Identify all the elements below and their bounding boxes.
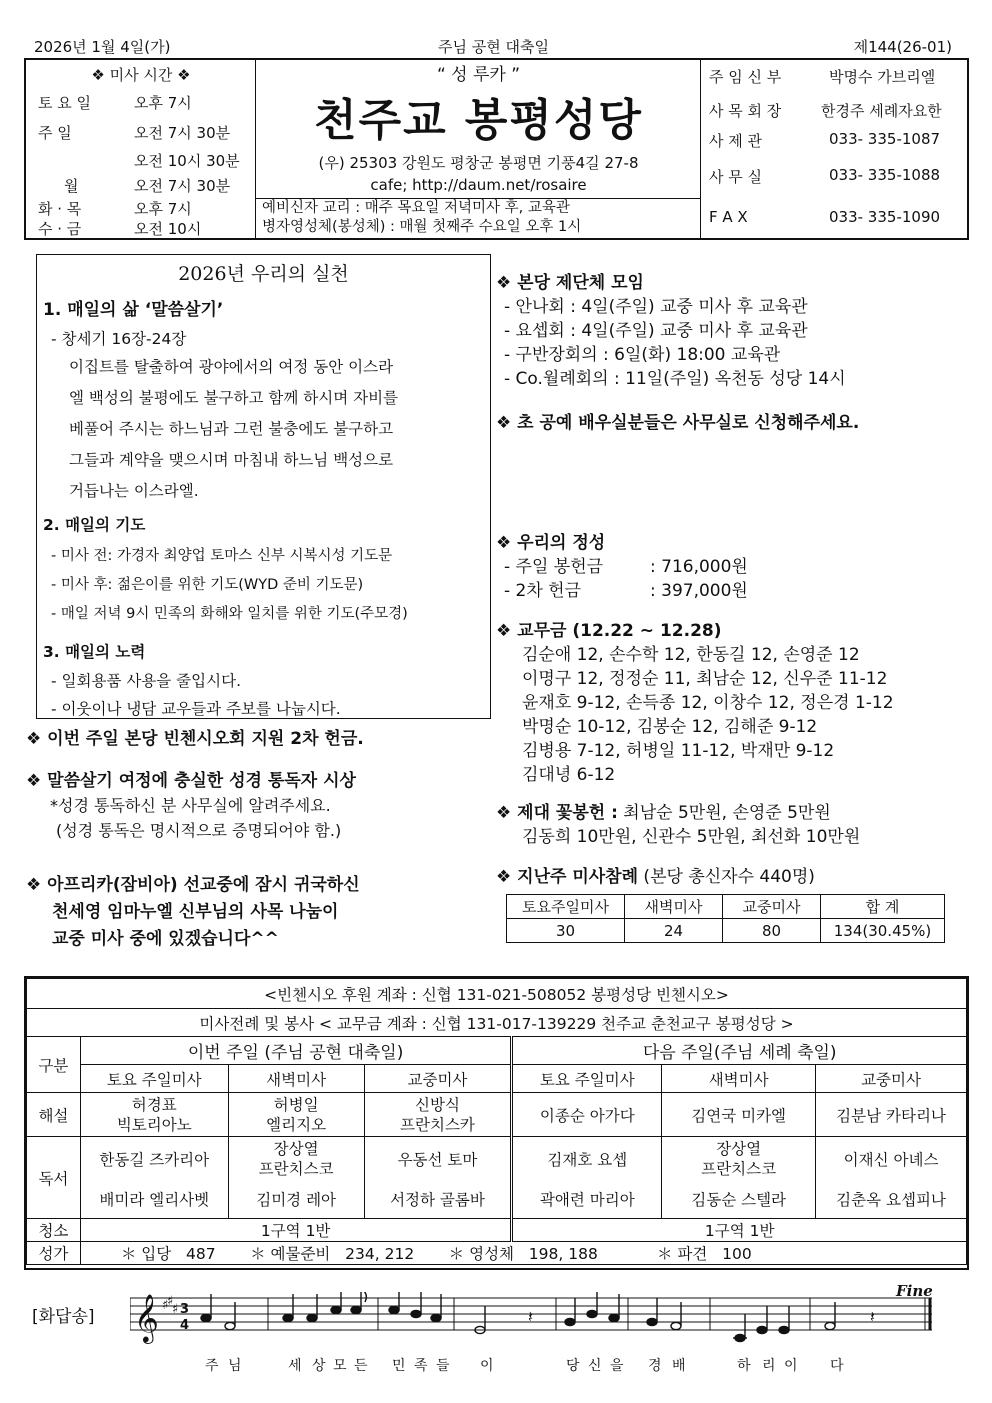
mass-header: 토요 주일미사 — [80, 1065, 228, 1093]
bulletin-date: 2026년 1월 4일(가) — [34, 38, 171, 56]
dues-line: 박명순 10-12, 김봉순 12, 김해준 9-12 — [522, 717, 818, 737]
lyric-syllable: 든 — [354, 1358, 368, 1374]
mass-header: 교중미사 — [364, 1065, 512, 1093]
flowers-offering: ❖ 제대 꽃봉헌 : 최남순 5만원, 손영준 5만원 — [496, 803, 831, 823]
reader-cell: 배미라 엘리사벳 — [80, 1181, 228, 1219]
lyric-syllable: 주 — [205, 1358, 219, 1374]
lyric-syllable: 상 — [312, 1358, 326, 1374]
parish-title: 천주교 봉평성당 — [314, 95, 643, 146]
lyric-syllable: 들 — [436, 1358, 450, 1374]
this-week-header: 이번 주일 (주님 공현 대축일) — [80, 1037, 512, 1065]
lyric-syllable: 족 — [414, 1358, 428, 1374]
svg-text:𝄽: 𝄽 — [870, 1307, 875, 1326]
dues-title: ❖ 교무금 (12.22 ~ 12.28) — [496, 621, 722, 641]
lyric-syllable: 을 — [610, 1358, 624, 1374]
treble-clef-icon: 𝄞 — [134, 1293, 159, 1342]
lyric-syllable: 이 — [784, 1358, 798, 1374]
mass-header: 토요 주일미사 — [512, 1065, 662, 1093]
liturgy-table — [26, 978, 967, 1265]
offering-value: : 716,000원 — [650, 557, 748, 577]
svg-text:𝄽: 𝄽 — [528, 1307, 533, 1326]
notice-bible-note: *성경 통독하신 분 사무실에 알려주세요. — [50, 796, 331, 815]
mass-row: 토 요 일 오후 7시 — [38, 94, 192, 112]
cafe-link[interactable]: cafe; http://daum.net/rosaire — [370, 176, 587, 194]
dues-line: 윤재호 9-12, 손득종 12, 이창수 12, 정은경 1-12 — [522, 693, 894, 713]
lyric-syllable: 민 — [392, 1358, 406, 1374]
practice-text: 엘 백성의 불평에도 불구하고 함께 하시며 자비를 — [69, 389, 399, 407]
header-box: ❖ 미사 시간 ❖ 토 요 일 오후 7시 주 일 오전 7시 30분 오전 10시 30분 월 오전 7시 30분 화 · 목 오후 7시 수 · 금 오전 10시 “ 성 루카 ” 천주교 봉평성당 (우) 25303 강원도 평창군 봉평면 기풍4길 27-8 cafe; http://daum.net/rosaire 예비신자 교리 : 매주 목요일 저녁미사 후, 교육관 병자영성체(봉성체) : 매월 첫째주 수요일 오후 1시 주 임 신 부 박명수 가브리엘 사 목 회 장 한경주 세례자요한 사 제 관 033- 335-1087 사 무 실 033- 335-1088 F A X 033- 335-1090 — [24, 58, 969, 240]
prayer-item: - 매일 저녁 9시 민족의 화해와 일치를 위한 기도(주모경) — [51, 606, 408, 622]
mass-times-title: ❖ 미사 시간 ❖ — [91, 66, 191, 84]
reader-cell: 이재신 아녜스 — [816, 1137, 967, 1181]
sick-communion: 병자영성체(봉성체) : 매월 첫째주 수요일 오후 1시 — [262, 219, 582, 235]
reader-cell: 장상열 프란치스코 — [228, 1137, 364, 1181]
practice-ref: - 창세기 16장-24장 — [51, 330, 187, 348]
catechumen-class: 예비신자 교리 : 매주 목요일 저녁미사 후, 교육관 — [262, 200, 570, 216]
practice-section-1: 1. 매일의 삶 ‘말씀살기’ — [43, 300, 224, 320]
header-top-line — [30, 36, 960, 58]
lyric-syllable: 이 — [480, 1358, 494, 1374]
vincent-account: <빈첸시오 후원 계좌 : 신협 131-021-508052 봉평성당 빈첸시오> — [27, 979, 967, 1009]
svg-text:4: 4 — [180, 1318, 190, 1333]
lyric-syllable: 하 — [737, 1358, 751, 1374]
reader-cell: 김춘옥 요셉피나 — [816, 1181, 967, 1219]
commentary-cell: 신방식 프란치스카 — [364, 1093, 512, 1137]
attendance-value: 24 — [625, 919, 723, 943]
mass-header: 새벽미사 — [662, 1065, 816, 1093]
practice-text: 베풀어 주시는 하느님과 그런 불충에도 불구하고 — [69, 420, 394, 438]
mass-row: 수 · 금 오전 10시 — [38, 220, 202, 238]
commentary-cell: 이종순 아가다 — [512, 1093, 662, 1137]
practice-text: 그들과 계약을 맺으시며 마침내 하느님 백성으로 — [69, 451, 394, 469]
mass-times — [26, 60, 256, 238]
issue-number: 제144(26-01) — [853, 38, 952, 56]
notice-missionary: 천세영 임마누엘 신부님의 사목 나눔이 — [52, 902, 339, 922]
lyric-syllable: 다 — [830, 1358, 844, 1374]
catechism-info — [256, 198, 701, 238]
lyric-syllable: 님 — [228, 1358, 242, 1374]
notice-missionary: 교중 미사 중에 있겠습니다^^ — [52, 929, 279, 949]
cleaning-cell: 1구역 1반 — [512, 1219, 967, 1242]
reader-cell: 곽애련 마리아 — [512, 1181, 662, 1219]
reader-cell: 김동순 스텔라 — [662, 1181, 816, 1219]
lyric-syllable: 세 — [288, 1358, 302, 1374]
attendance-title: ❖ 지난주 미사참례 (본당 총신자수 440명) — [496, 867, 815, 887]
commentary-cell: 허경표 빅토리아노 — [80, 1093, 228, 1137]
attendance-value: 80 — [723, 919, 821, 943]
lyric-syllable: 경 — [648, 1358, 662, 1374]
practice-text: 이집트를 탈출하여 광야에서의 여정 동안 이스라 — [69, 358, 394, 376]
prayer-item: - 미사 후: 젊은이를 위한 기도(WYD 준비 기도문) — [51, 577, 364, 593]
notice-vincent-offering: ❖ 이번 주일 본당 빈첸시오회 지원 2차 헌금. — [26, 729, 364, 749]
meeting-item: - Co.월례회의 : 11일(주일) 옥천동 성당 14시 — [504, 369, 846, 389]
lyric-syllable: 리 — [762, 1358, 776, 1374]
reader-cell: 한동길 즈카리아 — [80, 1137, 228, 1181]
mass-header: 새벽미사 — [228, 1065, 364, 1093]
reader-cell: 서정하 골롬바 — [364, 1181, 512, 1219]
svg-text:♯: ♯ — [167, 1294, 174, 1309]
commentary-cell: 허병일 엘리지오 — [228, 1093, 364, 1137]
prayer-item: - 미사 전: 가경자 최양업 토마스 신부 시복시성 기도문 — [51, 548, 393, 564]
dues-line: 김대녕 6-12 — [522, 765, 616, 785]
fine-mark: Fine — [896, 1282, 933, 1300]
attendance-header: 토요주일미사 — [507, 895, 625, 919]
meetings-title: ❖ 본당 제단체 모임 — [496, 273, 644, 293]
notice-candle-craft: ❖ 초 공예 배우실분들은 사무실로 신청해주세요. — [496, 413, 860, 433]
cleaning-cell: 1구역 1반 — [80, 1219, 512, 1242]
meeting-item: - 안나회 : 4일(주일) 교중 미사 후 교육관 — [504, 297, 808, 317]
offering-label: - 2차 헌금 — [504, 581, 582, 601]
reader-cell: 김재호 요셉 — [512, 1137, 662, 1181]
feast-name: 주님 공현 대축일 — [438, 38, 549, 56]
psalm-staff — [130, 1292, 932, 1362]
effort-item: - 일회용품 사용을 줄입시다. — [51, 672, 242, 690]
svg-text:♯: ♯ — [162, 1298, 169, 1313]
attendance-value: 30 — [507, 919, 625, 943]
meeting-item: - 구반장회의 : 6일(화) 18:00 교육관 — [504, 345, 781, 365]
commentary-label: 해설 — [27, 1093, 81, 1137]
lyric-syllable: 당 — [566, 1358, 580, 1374]
dues-line: 김순애 12, 손수학 12, 한동길 12, 손영준 12 — [522, 645, 860, 665]
attendance-header: 합 계 — [821, 895, 945, 919]
parish-subtitle: “ 성 루카 ” — [436, 65, 521, 85]
cleaning-label: 청소 — [27, 1219, 81, 1242]
reader-cell: 장상열 프란치스코 — [662, 1137, 816, 1181]
next-week-header: 다음 주일(주님 세례 축일) — [512, 1037, 967, 1065]
practice-text: 거듭나는 이스라엘. — [69, 482, 199, 500]
lyric-syllable: 신 — [588, 1358, 602, 1374]
parish-address: (우) 25303 강원도 평창군 봉평면 기풍4길 27-8 — [318, 154, 639, 172]
practice-section-2: 2. 매일의 기도 — [43, 516, 146, 534]
notice-bible-award: ❖ 말씀살기 여정에 충실한 성경 통독자 시상 — [26, 771, 356, 791]
commentary-cell: 김분남 카타리나 — [816, 1093, 967, 1137]
mass-row: 월 오전 7시 30분 — [64, 177, 231, 195]
parish-title-block — [256, 60, 701, 238]
flowers-offering-line: 김동희 10만원, 신관수 5만원, 최선화 10만원 — [522, 827, 861, 847]
dues-line: 김병용 7-12, 허병일 11-12, 박재만 9-12 — [522, 741, 835, 761]
hymn-label: 성가 — [27, 1242, 81, 1265]
category-label: 구분 — [27, 1037, 81, 1093]
notice-missionary: ❖ 아프리카(잠비아) 선교중에 잠시 귀국하신 — [26, 875, 360, 895]
mass-row: 화 · 목 오후 7시 — [38, 200, 192, 218]
attendance-table — [506, 894, 945, 943]
reader-cell: 김미경 레아 — [228, 1181, 364, 1219]
mass-header: 교중미사 — [816, 1065, 967, 1093]
mass-row: 주 일 오전 7시 30분 — [38, 124, 231, 142]
svg-text:♯: ♯ — [172, 1302, 179, 1317]
lyric-syllable: 모 — [333, 1358, 347, 1374]
mass-row: 오전 10시 30분 — [134, 152, 240, 170]
ministry-header: 미사전례 및 봉사 < 교무금 계좌 : 신협 131-017-139229 천주교 춘천교구 봉평성당 > — [27, 1009, 967, 1037]
commentary-cell: 김연국 미카엘 — [662, 1093, 816, 1137]
offering-value: : 397,000원 — [650, 581, 748, 601]
offering-title: ❖ 우리의 정성 — [496, 533, 606, 553]
practice-title: 2026년 우리의 실천 — [178, 263, 349, 285]
dues-line: 이명구 12, 정정순 11, 최남순 12, 신우준 11-12 — [522, 669, 888, 689]
attendance-value: 134(30.45%) — [821, 919, 945, 943]
effort-item: - 이웃이나 냉담 교우들과 주보를 나눕시다. — [51, 700, 341, 718]
hymn-numbers: ＊ 입당 487 ＊ 예물준비 234, 212 ＊ 영성체 198, 188 ＊ 파견 100 — [80, 1242, 966, 1265]
reader-cell: 우동선 토마 — [364, 1137, 512, 1181]
svg-text:3: 3 — [180, 1302, 190, 1317]
attendance-header: 새벽미사 — [625, 895, 723, 919]
liturgy-box — [24, 976, 969, 1270]
reader-label: 독서 — [27, 1137, 81, 1219]
practice-box — [36, 254, 491, 719]
notice-bible-note: (성경 통독은 명시적으로 증명되어야 함.) — [56, 821, 342, 840]
lyric-syllable: 배 — [672, 1358, 686, 1374]
meeting-item: - 요셉회 : 4일(주일) 교중 미사 후 교육관 — [504, 321, 808, 341]
offering-label: - 주일 봉헌금 — [504, 557, 604, 577]
attendance-header: 교중미사 — [723, 895, 821, 919]
psalm-label: [화답송] — [32, 1307, 95, 1327]
practice-section-3: 3. 매일의 노력 — [43, 643, 146, 661]
